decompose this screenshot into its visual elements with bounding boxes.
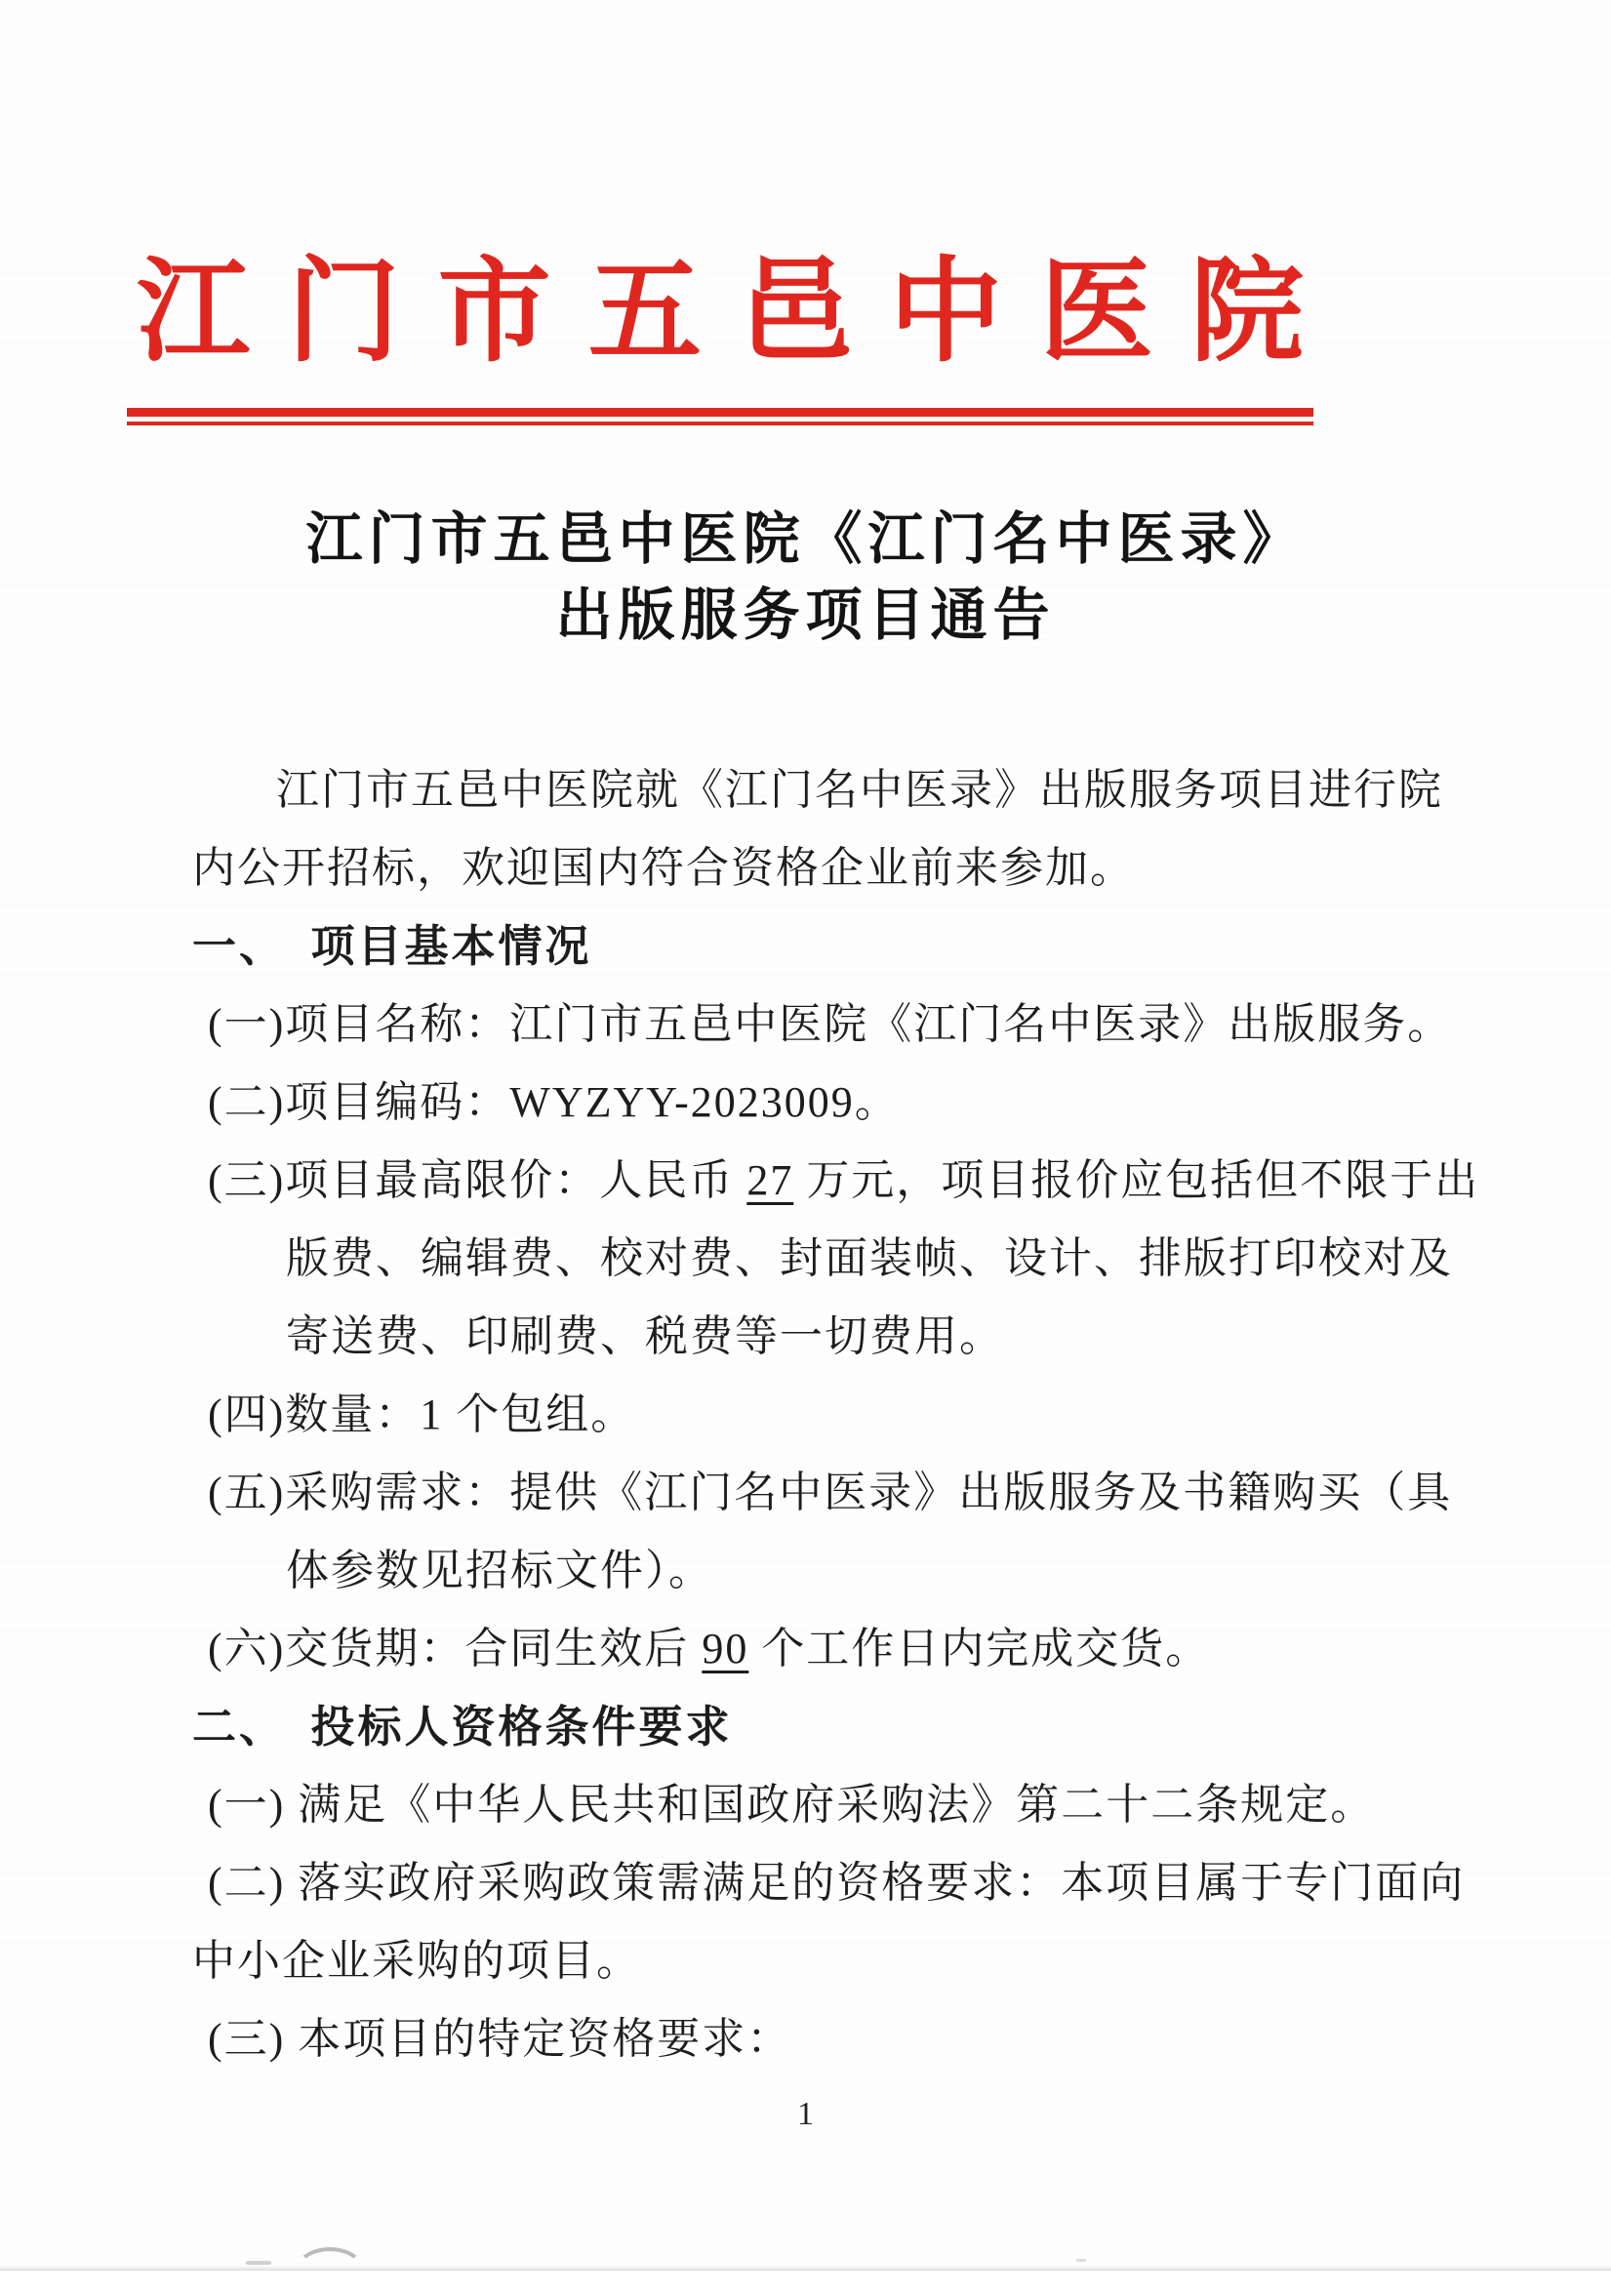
text-run: 个工作日内完成交货。 xyxy=(748,1625,1211,1672)
letterhead-char: 院 xyxy=(1189,251,1304,376)
text-run: (一) 满足《中华人民共和国政府采购法》第二十二条规定。 xyxy=(208,1781,1376,1829)
text-run: (三) 本项目的特定资格要求： xyxy=(208,2015,792,2063)
text-run: 江门市五邑中医院就《江门名中医录》出版服务项目进行院 xyxy=(276,766,1443,814)
item-qualification-1 xyxy=(192,1766,1451,1844)
text-run: 中小企业采购的项目。 xyxy=(192,1937,641,1985)
item-max-price-line-1 xyxy=(192,1142,1480,1220)
item-qualification-2-line-2 xyxy=(192,1922,1451,2000)
text-run: 万元，项目报价应包括但不限于出 xyxy=(793,1156,1480,1204)
text-run: (三)项目最高限价：人民币 xyxy=(208,1156,747,1204)
intro-line-2 xyxy=(192,829,1451,907)
text-run: 内公开招标，欢迎国内符合资格企业前来参加。 xyxy=(192,844,1135,892)
document-title-line-1: 江门市五邑中医院《江门名中医录》 xyxy=(305,507,1306,571)
letterhead-rule-thick xyxy=(127,408,1313,417)
text-run: 体参数见招标文件）。 xyxy=(286,1547,713,1594)
item-procurement-need-line-2 xyxy=(192,1532,1451,1610)
body-text xyxy=(192,751,1480,2078)
text-run: 二、 投标人资格条件要求 xyxy=(192,1702,733,1752)
text-run: (六)交货期：合同生效后 xyxy=(208,1625,703,1672)
letterhead-char: 五 xyxy=(587,251,702,376)
section-1-heading xyxy=(192,907,1451,986)
letterhead-char: 市 xyxy=(437,251,551,376)
item-max-price-line-3 xyxy=(192,1298,1451,1376)
section-2-heading xyxy=(192,1688,1451,1766)
item-project-name xyxy=(192,986,1451,1064)
item-qualification-2-line-1 xyxy=(192,1844,1466,1922)
letterhead-char: 门 xyxy=(287,251,401,376)
text-run: 寄送费、印刷费、税费等一切费用。 xyxy=(286,1312,1004,1360)
scan-artifact-dot xyxy=(1076,2259,1086,2262)
text-run: 一、 项目基本情况 xyxy=(192,921,592,971)
text-run: (五)采购需求：提供《江门名中医录》出版服务及书籍购买（具 xyxy=(208,1469,1453,1516)
letterhead-char: 中 xyxy=(889,251,1003,376)
scan-artifact-dash xyxy=(246,2261,271,2265)
intro-line-1 xyxy=(192,751,1451,829)
underlined-value: 90 xyxy=(702,1625,749,1672)
letterhead-char: 医 xyxy=(1039,251,1153,376)
text-run: (四)数量：1 个包组。 xyxy=(208,1390,636,1438)
item-procurement-need-line-1 xyxy=(192,1454,1451,1532)
text-run: (二)项目编码：WYZYY-2023009。 xyxy=(208,1078,900,1126)
item-project-code xyxy=(192,1064,1451,1142)
scan-artifact-bottom-edge xyxy=(0,2266,1611,2271)
item-max-price-line-2 xyxy=(192,1220,1451,1298)
text-run: (一)项目名称：江门市五邑中医院《江门名中医录》出版服务。 xyxy=(208,1000,1453,1048)
letterhead-char: 邑 xyxy=(739,251,853,376)
page-number: 1 xyxy=(797,2096,814,2132)
item-quantity xyxy=(192,1376,1451,1454)
letterhead-rule-thin xyxy=(127,422,1313,425)
letterhead-title xyxy=(137,240,1304,386)
text-run: (二) 落实政府采购政策需满足的资格要求：本项目属于专门面向 xyxy=(208,1859,1466,1907)
underlined-value: 27 xyxy=(746,1156,794,1204)
item-delivery-period xyxy=(192,1610,1451,1688)
item-qualification-3 xyxy=(192,2000,1451,2078)
text-run: 版费、编辑费、校对费、封面装帧、设计、排版打印校对及 xyxy=(286,1234,1453,1282)
letterhead-char: 江 xyxy=(137,251,250,376)
document-title xyxy=(0,502,1611,654)
scan-artifact-smudge xyxy=(295,2247,365,2296)
document-title-line-2: 出版服务项目通告 xyxy=(555,584,1056,647)
